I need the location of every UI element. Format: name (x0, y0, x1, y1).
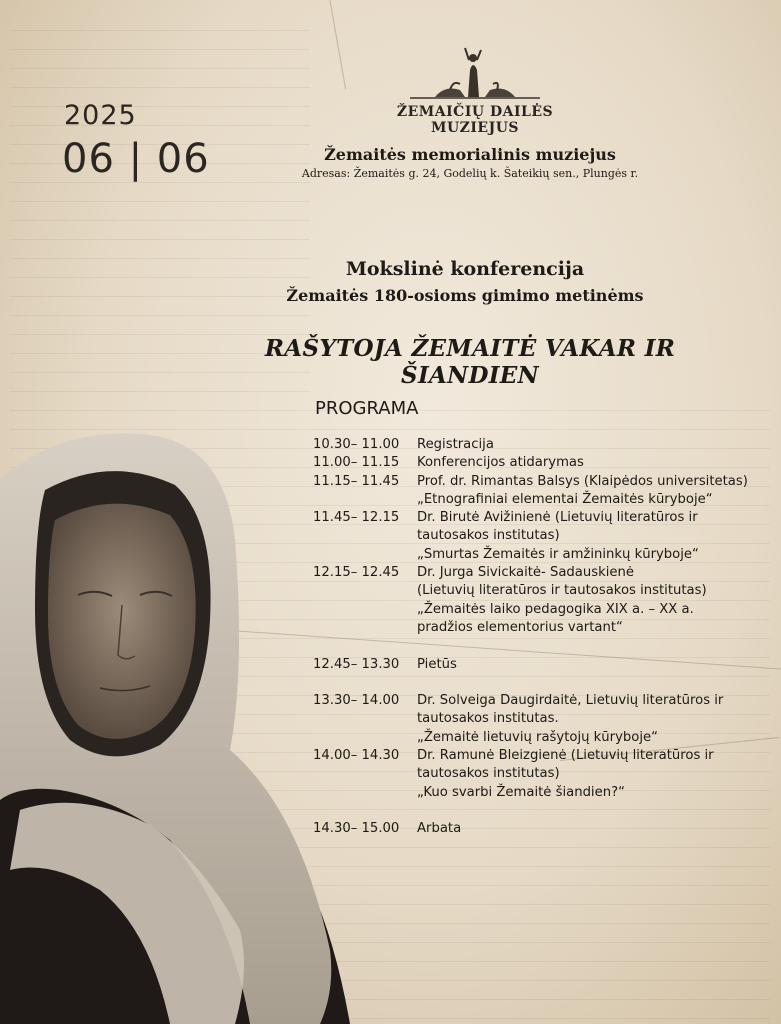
program-item-line: Prof. dr. Rimantas Balsys (Klaipėdos universitetas) (417, 473, 748, 489)
program-item-time: 11.45– 12.15 (313, 510, 400, 526)
program-item-line: Dr. Ramunė Bleizgienė (Lietuvių literatūros ir (417, 748, 714, 764)
program-item (313, 564, 781, 637)
program-item-description (417, 820, 781, 838)
paper-line (10, 182, 310, 183)
program-item (313, 509, 781, 564)
program-item-time: 13.30– 14.00 (313, 693, 400, 709)
paper-line (10, 315, 310, 316)
program-item-line: tautosakos institutas) (417, 528, 560, 544)
program-item-time: 12.15– 12.45 (313, 565, 400, 581)
program-item-description (417, 692, 781, 747)
paper-line (10, 125, 310, 126)
program-item-time: 10.30– 11.00 (313, 437, 400, 452)
program-item-line: pradžios elementorius vartant“ (417, 619, 623, 635)
conference-main-title: RAŠYTOJA ŽEMAITĖ VAKAR IR ŠIANDIEN (264, 335, 676, 389)
paper-line (10, 49, 310, 50)
program-item (313, 436, 781, 454)
program-item (313, 820, 781, 838)
program-item-time: 11.00– 11.15 (313, 455, 400, 471)
program-item (313, 747, 781, 802)
program-spacer (313, 802, 781, 820)
program-item-line: „Kuo svarbi Žemaitė šiandien?“ (417, 784, 625, 800)
program-item-line: „Smurtas Žemaitės ir amžininkų kūryboje“ (417, 546, 699, 562)
program-spacer (313, 637, 781, 655)
paper-line (10, 30, 310, 31)
program-item-line: „Žemaitės laiko pedagogika XIX a. – XX a. (417, 601, 694, 617)
event-date: 06 | 06 (62, 136, 210, 182)
program-item-time: 11.15– 11.45 (313, 473, 400, 489)
event-year: 2025 (64, 100, 137, 131)
program-item (313, 473, 781, 510)
program-item-time: 14.30– 15.00 (313, 821, 400, 837)
program-item-time: 14.00– 14.30 (313, 748, 400, 764)
paper-crack (330, 0, 347, 89)
paper-line (10, 201, 310, 202)
program-heading: PROGRAMA (315, 398, 419, 419)
museum-name: Žemaitės memorialinis muziejus (324, 145, 616, 164)
program-item-line: Pietūs (417, 656, 457, 672)
program-spacer (313, 674, 781, 692)
program-item (313, 692, 781, 747)
program-item-line: Dr. Birutė Avižinienė (Lietuvių literatūros ir (417, 510, 698, 526)
museum-logo-text: ŽEMAIČIŲ DAILĖS MUZIEJUS (396, 104, 554, 136)
program-item-description (417, 656, 781, 674)
program-item (313, 454, 781, 472)
program-item-description (417, 436, 781, 454)
paper-line (10, 106, 310, 107)
program-item-description (417, 564, 781, 637)
program-item-line: Dr. Jurga Sivickaitė- Sadauskienė (417, 565, 634, 581)
portrait-photo (0, 430, 350, 1024)
program-item-time: 12.45– 13.30 (313, 656, 400, 672)
program-item-line: Konferencijos atidarymas (417, 455, 584, 471)
paper-line (10, 87, 310, 88)
program-item-line: Arbata (417, 821, 462, 837)
program-item-line: „Etnografiniai elementai Žemaitės kūryboje“ (417, 491, 713, 507)
program-item-description (417, 509, 781, 564)
program-item-line: (Lietuvių literatūros ir tautosakos institutas) (417, 583, 707, 599)
program-item-line: „Žemaitė lietuvių rašytojų kūryboje“ (417, 729, 658, 745)
paper-line (10, 220, 310, 221)
program-item-line: tautosakos institutas) (417, 766, 560, 782)
conference-subtitle: Žemaitės 180-osioms gimimo metinėms (286, 286, 644, 305)
program-item-line: Dr. Solveiga Daugirdaitė, Lietuvių literatūros ir (417, 693, 724, 709)
program-item (313, 656, 781, 674)
paper-line (10, 68, 310, 69)
program-item-description (417, 473, 781, 510)
paper-line (10, 391, 310, 392)
museum-address: Adresas: Žemaitės g. 24, Godelių k. Šateikių sen., Plungės r. (301, 167, 639, 180)
museum-logo-icon (365, 40, 585, 110)
program-item-description (417, 454, 781, 472)
program-item-line: Registracija (417, 437, 494, 452)
program-item-line: tautosakos institutas. (417, 711, 559, 727)
conference-title: Mokslinė konferencija (345, 258, 585, 280)
program-list (313, 436, 781, 839)
paper-line (10, 239, 310, 240)
program-item-description (417, 747, 781, 802)
